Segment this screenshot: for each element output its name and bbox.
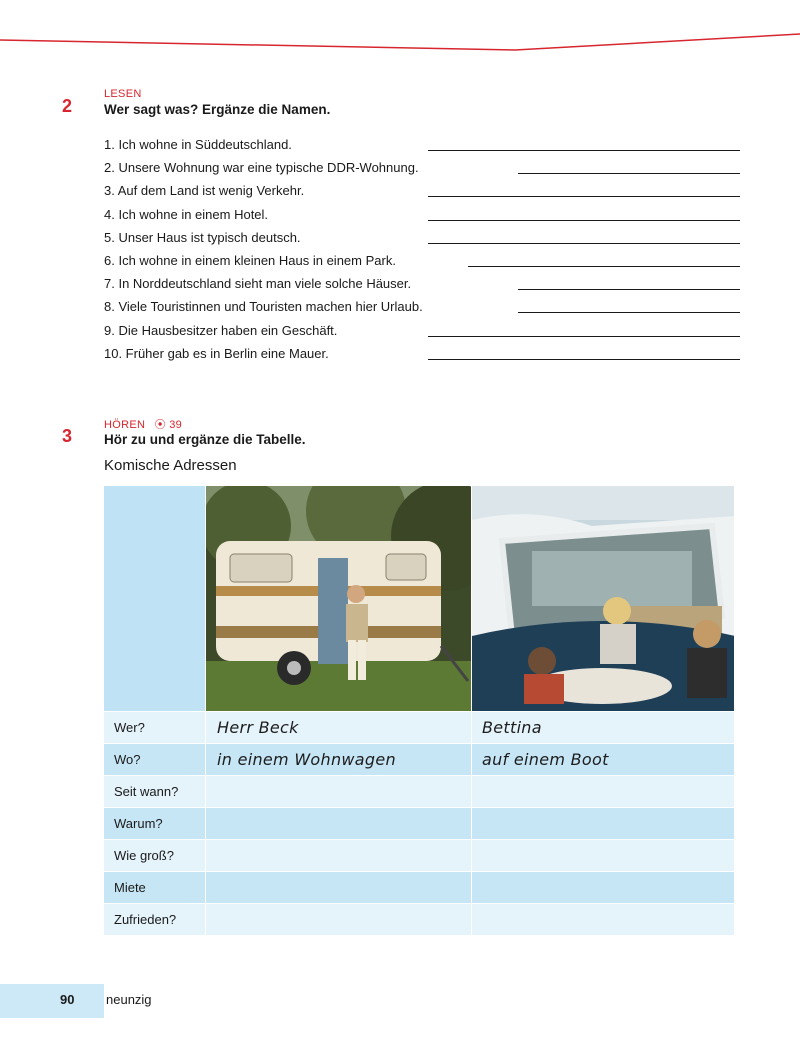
table-row [104, 839, 734, 871]
exercise-item [104, 204, 744, 227]
exercise-item-text: 3. Auf dem Land ist wenig Verkehr. [104, 183, 305, 199]
answer-line[interactable] [428, 220, 740, 221]
table-row [104, 775, 734, 807]
row-label: Wer? [104, 711, 205, 743]
exercise-item [104, 134, 744, 157]
answer-cell-col2[interactable]: Bettina [471, 711, 734, 743]
photo-row-label-cell [104, 486, 205, 711]
answer-line[interactable] [428, 359, 740, 360]
answer-cell-col2[interactable]: auf einem Boot [471, 743, 734, 775]
answer-line[interactable] [428, 196, 740, 197]
row-label: Warum? [104, 807, 205, 839]
answer-cell-col1[interactable] [205, 839, 471, 871]
top-red-rule [0, 0, 800, 60]
answer-cell-col1[interactable]: Herr Beck [205, 711, 471, 743]
answer-cell-col1[interactable] [205, 807, 471, 839]
answer-line[interactable] [518, 173, 740, 174]
exercise-2-title: Wer sagt was? Ergänze die Namen. [104, 102, 331, 117]
answer-line[interactable] [428, 243, 740, 244]
audio-track-number: 39 [169, 419, 183, 431]
exercise-item [104, 157, 744, 180]
row-label: Wo? [104, 743, 205, 775]
caravan-photo [205, 486, 471, 711]
table-row [104, 871, 734, 903]
exercise-item [104, 320, 744, 343]
exercise-item [104, 343, 744, 366]
exercise-item [104, 296, 744, 319]
exercise-item-text: 4. Ich wohne in einem Hotel. [104, 206, 269, 222]
photo-row [104, 486, 734, 711]
exercise-item [104, 227, 744, 250]
exercise-item-text: 2. Unsere Wohnung war eine typische DDR-Wohnung. [104, 160, 419, 176]
answer-cell-col1[interactable] [205, 871, 471, 903]
answer-cell-col2[interactable] [471, 775, 734, 807]
exercise-item [104, 273, 744, 296]
answer-line[interactable] [518, 312, 740, 313]
row-label: Zufrieden? [104, 903, 205, 935]
exercise-item-text: 10. Früher gab es in Berlin eine Mauer. [104, 345, 329, 361]
answer-cell-col2[interactable] [471, 807, 734, 839]
exercise-2-kicker: LESEN [104, 88, 142, 100]
answer-line[interactable] [468, 266, 740, 267]
table-row [104, 903, 734, 935]
exercise-3-title: Hör zu und ergänze die Tabelle. [104, 432, 306, 447]
answer-cell-col2[interactable] [471, 839, 734, 871]
answer-line[interactable] [428, 150, 740, 151]
answer-line[interactable] [518, 289, 740, 290]
table-row [104, 743, 734, 775]
comic-addresses-table [104, 486, 734, 935]
audio-track-icon[interactable]: ⦿ [154, 419, 166, 431]
answer-cell-col1[interactable]: in einem Wohnwagen [205, 743, 471, 775]
table-row [104, 711, 734, 743]
exercise-3-kicker: HÖREN [104, 419, 146, 431]
page-number: 90 [60, 992, 75, 1007]
answer-cell-col1[interactable] [205, 775, 471, 807]
row-label: Wie groß? [104, 839, 205, 871]
exercise-item-text: 8. Viele Touristinnen und Touristen machen hier Urlaub. [104, 299, 423, 315]
table-row [104, 807, 734, 839]
exercise-3-kicker-wrap [104, 416, 182, 432]
exercise-item-text: 7. In Norddeutschland sieht man viele solche Häuser. [104, 276, 412, 292]
exercise-3-subtitle: Komische Adressen [104, 457, 237, 474]
exercise-item-text: 5. Unser Haus ist typisch deutsch. [104, 229, 301, 245]
row-label: Seit wann? [104, 775, 205, 807]
page-number-word: neunzig [106, 992, 152, 1007]
exercise-2-number: 2 [62, 96, 73, 116]
exercise-3-number: 3 [62, 426, 73, 446]
answer-line[interactable] [428, 336, 740, 337]
exercise-item [104, 180, 744, 203]
footer-band [0, 984, 104, 1018]
exercise-item [104, 250, 744, 273]
exercise-2-items [104, 134, 744, 366]
boat-photo [471, 486, 734, 711]
row-label: Miete [104, 871, 205, 903]
answer-cell-col2[interactable] [471, 871, 734, 903]
exercise-item-text: 6. Ich wohne in einem kleinen Haus in einem Park. [104, 252, 396, 268]
exercise-item-text: 1. Ich wohne in Süddeutschland. [104, 137, 292, 152]
answer-cell-col2[interactable] [471, 903, 734, 935]
answer-cell-col1[interactable] [205, 903, 471, 935]
exercise-item-text: 9. Die Hausbesitzer haben ein Geschäft. [104, 322, 338, 338]
